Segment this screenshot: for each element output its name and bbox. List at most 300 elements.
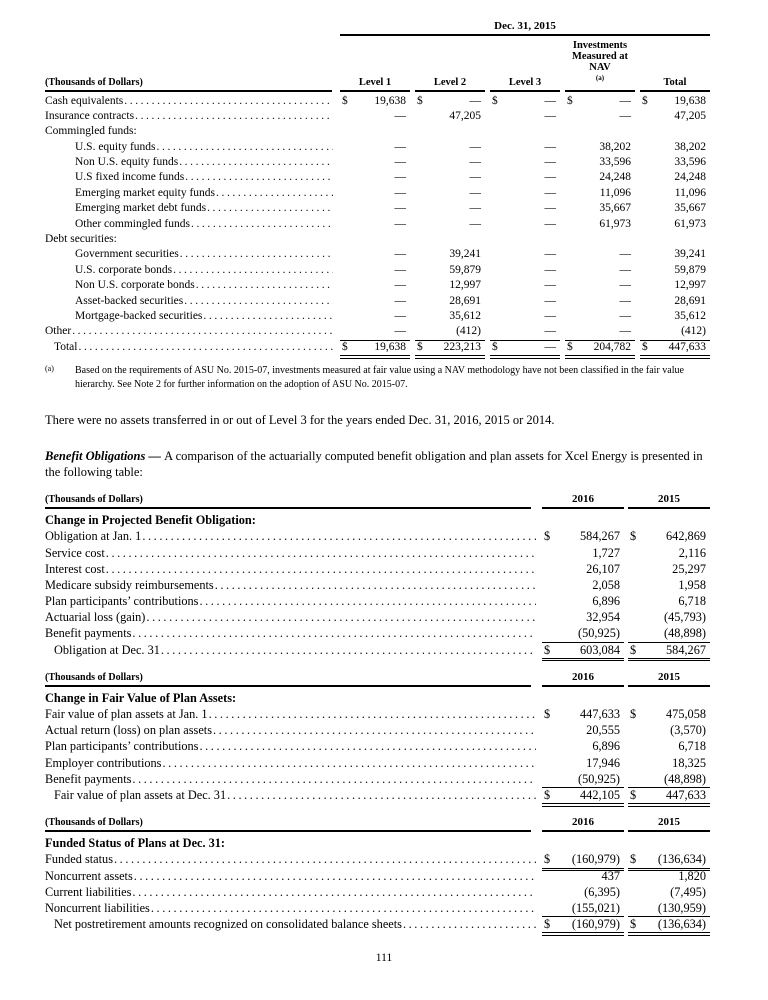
row-label: Fair value of plan assets at Jan. 1 xyxy=(45,707,208,722)
money-cell xyxy=(542,851,624,868)
table-row xyxy=(45,124,710,139)
amount: 19,638 xyxy=(374,94,406,107)
money-cell xyxy=(628,625,710,642)
amount: — xyxy=(619,309,631,322)
money-cell xyxy=(542,787,624,804)
money-cell xyxy=(542,706,624,722)
nav-header-line: Measured at xyxy=(571,51,629,62)
row-label: Debt securities: xyxy=(45,233,117,246)
amount: — xyxy=(544,263,556,276)
amount: — xyxy=(544,94,556,107)
row-label: Current liabilities xyxy=(45,884,132,899)
nav-header-line: Investments xyxy=(572,40,628,51)
currency-symbol: $ xyxy=(630,917,637,932)
money-cell xyxy=(340,309,410,324)
amount: (50,925) xyxy=(577,771,620,786)
amount: 59,879 xyxy=(449,263,481,276)
dot-leader xyxy=(151,900,536,916)
amount: 204,782 xyxy=(593,340,631,353)
amount: — xyxy=(619,279,631,292)
table-row xyxy=(45,140,710,155)
amount: (136,634) xyxy=(657,917,706,932)
amount: — xyxy=(619,294,631,307)
amount: 39,241 xyxy=(449,248,481,261)
amount: 19,638 xyxy=(374,340,406,353)
currency-symbol: $ xyxy=(642,340,648,353)
dot-leader xyxy=(180,247,333,262)
money-cell xyxy=(415,247,485,262)
row-label: Actuarial loss (gain) xyxy=(45,610,146,625)
amount: (3,570) xyxy=(670,723,706,738)
amount: — xyxy=(394,263,406,276)
amount: 442,105 xyxy=(580,787,620,802)
row-label: Plan participants’ contributions xyxy=(45,739,199,754)
amount: — xyxy=(544,309,556,322)
row-label: Interest cost xyxy=(45,561,105,576)
money-cell xyxy=(340,140,410,155)
money-cell xyxy=(415,94,485,109)
table-row xyxy=(45,577,710,593)
amount: (50,925) xyxy=(577,626,620,641)
money-cell xyxy=(490,140,560,155)
amount: (45,793) xyxy=(663,610,706,625)
dot-leader xyxy=(185,170,333,185)
money-cell xyxy=(490,278,560,293)
amount: 18,325 xyxy=(672,755,706,770)
money-cell xyxy=(490,263,560,278)
amount: — xyxy=(544,217,556,230)
paragraph-no-level3-transfers: There were no assets transferred in or out of Level 3 for the years ended Dec. 31, 2016, 2015 or 2014. xyxy=(45,413,555,428)
dot-leader xyxy=(173,263,333,278)
money-cell xyxy=(628,561,710,577)
dot-leader xyxy=(124,94,333,109)
amount: 24,248 xyxy=(674,171,706,184)
money-cell xyxy=(565,94,635,109)
money-cell xyxy=(542,545,624,561)
amount: (160,979) xyxy=(571,917,620,932)
currency-symbol: $ xyxy=(544,707,551,722)
amount: 38,202 xyxy=(599,140,631,153)
table-row xyxy=(45,593,710,609)
row-label: Emerging market equity funds xyxy=(75,186,215,199)
amount: 11,096 xyxy=(674,186,706,199)
money-cell xyxy=(640,294,710,309)
money-cell xyxy=(542,900,624,917)
money-cell xyxy=(640,309,710,324)
row-label: Actual return (loss) on plan assets xyxy=(45,723,212,738)
row-label: Total xyxy=(54,340,78,353)
amount: 603,084 xyxy=(580,642,620,657)
money-cell xyxy=(640,109,710,124)
table-row xyxy=(45,690,710,706)
dot-leader xyxy=(72,324,333,339)
units-label: (Thousands of Dollars) xyxy=(45,77,332,92)
money-cell xyxy=(415,324,485,340)
money-cell xyxy=(628,642,710,659)
footnote-text: Based on the requirements of ASU No. 2015-07, investments measured at fair value using a NAV methodology have not been classified in the fair value hierarchy. See Note 2 for further information on the adoption of ASU No. 2015-07. xyxy=(75,365,684,391)
amount: (6,395) xyxy=(584,884,620,899)
row-label: Noncurrent liabilities xyxy=(45,900,150,915)
table-row xyxy=(45,884,710,900)
table-row xyxy=(45,738,710,754)
column-header-2015: 2015 xyxy=(628,493,710,509)
currency-symbol: $ xyxy=(417,94,423,107)
money-cell xyxy=(340,324,410,340)
amount: 1,727 xyxy=(592,545,620,560)
amount: — xyxy=(394,140,406,153)
amount: 12,997 xyxy=(674,279,706,292)
amount: 25,297 xyxy=(672,561,706,576)
money-cell xyxy=(340,263,410,278)
amount: 437 xyxy=(601,868,620,883)
money-cell xyxy=(628,528,710,544)
money-cell xyxy=(565,263,635,278)
currency-symbol: $ xyxy=(544,917,551,932)
amount: 33,596 xyxy=(674,156,706,169)
amount: (48,898) xyxy=(663,771,706,786)
money-cell xyxy=(490,309,560,324)
table-row xyxy=(45,201,710,216)
money-cell xyxy=(340,278,410,293)
fair-value-table-header xyxy=(45,40,710,92)
amount: — xyxy=(544,248,556,261)
amount: — xyxy=(469,217,481,230)
dot-leader xyxy=(196,278,333,293)
money-cell xyxy=(640,94,710,109)
table-row xyxy=(45,561,710,577)
money-cell xyxy=(640,201,710,216)
money-cell xyxy=(628,593,710,609)
table-row xyxy=(45,787,710,803)
money-cell xyxy=(490,109,560,124)
money-cell xyxy=(640,217,710,232)
dot-leader xyxy=(203,309,333,324)
table-row xyxy=(45,263,710,278)
table-row xyxy=(45,609,710,625)
money-cell xyxy=(490,155,560,170)
money-cell xyxy=(415,278,485,293)
table-row xyxy=(45,109,710,124)
amount: — xyxy=(394,202,406,215)
currency-symbol: $ xyxy=(492,340,498,353)
amount: 584,267 xyxy=(580,529,620,544)
row-label: Funded status xyxy=(45,852,113,867)
amount: 35,667 xyxy=(599,202,631,215)
amount: — xyxy=(394,248,406,261)
row-label: Insurance contracts xyxy=(45,109,135,122)
money-cell xyxy=(628,900,710,917)
money-cell xyxy=(640,247,710,262)
row-label: Noncurrent assets xyxy=(45,868,133,883)
dot-leader xyxy=(114,851,536,867)
amount: 475,058 xyxy=(666,707,706,722)
row-label: Non U.S. corporate bonds xyxy=(75,279,195,292)
amount: — xyxy=(544,325,556,338)
amount: (412) xyxy=(456,325,481,338)
amount: 6,718 xyxy=(678,594,706,609)
amount: — xyxy=(394,156,406,169)
money-cell xyxy=(565,186,635,201)
money-cell xyxy=(542,916,624,933)
currency-symbol: $ xyxy=(544,787,551,802)
money-cell xyxy=(415,294,485,309)
dot-leader xyxy=(78,340,333,355)
amount: — xyxy=(469,140,481,153)
amount: 6,896 xyxy=(592,594,620,609)
money-cell xyxy=(415,155,485,170)
amount: 26,107 xyxy=(586,561,620,576)
money-cell xyxy=(542,642,624,659)
money-cell xyxy=(490,217,560,232)
dot-leader xyxy=(207,201,333,216)
amount: 47,205 xyxy=(674,109,706,122)
amount: — xyxy=(544,340,556,353)
dot-leader xyxy=(135,109,333,124)
row-label: U.S. corporate bonds xyxy=(75,263,173,276)
currency-symbol: $ xyxy=(567,94,573,107)
currency-symbol: $ xyxy=(544,642,551,657)
dot-leader xyxy=(213,722,536,738)
money-cell xyxy=(628,738,710,754)
units-label: (Thousands of Dollars) xyxy=(45,494,531,509)
plan-assets-table-header xyxy=(45,671,710,687)
dot-leader xyxy=(132,625,536,641)
currency-symbol: $ xyxy=(342,340,348,353)
dot-leader xyxy=(146,609,536,625)
benefit-obligation-table-header xyxy=(45,493,710,509)
row-label: Obligation at Jan. 1 xyxy=(45,529,142,544)
amount: — xyxy=(394,217,406,230)
amount: 32,954 xyxy=(586,610,620,625)
benefit-obligation-table xyxy=(45,493,710,658)
row-label: Obligation at Dec. 31 xyxy=(54,642,160,657)
currency-symbol: $ xyxy=(630,787,637,802)
amount: — xyxy=(619,263,631,276)
row-label: Asset-backed securities xyxy=(75,294,184,307)
money-cell xyxy=(640,186,710,201)
money-cell xyxy=(340,94,410,109)
amount: — xyxy=(394,294,406,307)
funded-status-table-body xyxy=(45,835,710,932)
money-cell xyxy=(542,593,624,609)
amount: 447,633 xyxy=(580,707,620,722)
money-cell xyxy=(640,140,710,155)
dot-leader xyxy=(199,593,536,609)
amount: 35,612 xyxy=(674,309,706,322)
amount: 24,248 xyxy=(599,171,631,184)
amount: — xyxy=(619,94,631,107)
amount: — xyxy=(469,186,481,199)
plan-assets-table-body xyxy=(45,690,710,803)
table-row xyxy=(45,835,710,851)
amount: 33,596 xyxy=(599,156,631,169)
dot-leader xyxy=(157,140,334,155)
row-label: Government securities xyxy=(75,248,179,261)
benefit-obligations-lead: Benefit Obligations xyxy=(45,449,146,464)
footnote-marker: (a) xyxy=(595,74,605,82)
table-row xyxy=(45,309,710,324)
money-cell xyxy=(565,324,635,340)
money-cell xyxy=(340,186,410,201)
dot-leader xyxy=(184,294,333,309)
column-header-nav xyxy=(565,40,635,92)
amount: 447,633 xyxy=(666,787,706,802)
amount: — xyxy=(394,309,406,322)
dot-leader xyxy=(106,561,536,577)
dot-leader xyxy=(403,916,536,932)
amount: 6,896 xyxy=(592,739,620,754)
currency-symbol: $ xyxy=(630,642,637,657)
nav-header-line xyxy=(565,62,635,88)
currency-symbol: $ xyxy=(417,340,423,353)
column-header-2015: 2015 xyxy=(628,816,710,832)
nav-header-text: NAV xyxy=(589,62,611,73)
money-cell xyxy=(542,625,624,642)
money-cell xyxy=(340,247,410,262)
currency-symbol: $ xyxy=(630,529,637,544)
row-label: Service cost xyxy=(45,545,105,560)
table-row xyxy=(45,706,710,722)
amount: — xyxy=(394,279,406,292)
money-cell xyxy=(415,201,485,216)
amount: 11,096 xyxy=(599,186,631,199)
money-cell xyxy=(565,340,635,356)
footnote-marker: (a) xyxy=(45,364,54,374)
table-row xyxy=(45,186,710,201)
money-cell xyxy=(542,577,624,593)
fair-value-table xyxy=(45,20,710,355)
money-cell xyxy=(415,186,485,201)
money-cell xyxy=(640,340,710,356)
money-cell xyxy=(340,294,410,309)
row-label: Emerging market debt funds xyxy=(75,202,207,215)
money-cell xyxy=(628,851,710,868)
column-header-2015: 2015 xyxy=(628,671,710,687)
row-label: Fair value of plan assets at Dec. 31 xyxy=(54,787,227,802)
money-cell xyxy=(340,109,410,124)
dot-leader xyxy=(161,642,536,658)
money-cell xyxy=(640,278,710,293)
money-cell xyxy=(565,247,635,262)
fair-value-table-date-row xyxy=(45,20,710,36)
money-cell xyxy=(628,609,710,625)
dot-leader xyxy=(179,155,333,170)
table-row xyxy=(45,170,710,185)
amount: 19,638 xyxy=(674,94,706,107)
table-row xyxy=(45,247,710,262)
row-label: U.S. equity funds xyxy=(75,140,156,153)
amount: (7,495) xyxy=(670,884,706,899)
fair-value-table-body xyxy=(45,94,710,356)
units-label: (Thousands of Dollars) xyxy=(45,817,531,832)
amount: 38,202 xyxy=(674,140,706,153)
row-label: Benefit payments xyxy=(45,771,132,786)
row-label: Mortgage-backed securities xyxy=(75,309,203,322)
money-cell xyxy=(565,140,635,155)
table-row xyxy=(45,900,710,916)
money-cell xyxy=(628,722,710,738)
funded-status-table-header xyxy=(45,816,710,832)
amount: — xyxy=(469,156,481,169)
paragraph-benefit-obligations xyxy=(45,448,710,480)
money-cell xyxy=(628,755,710,771)
currency-symbol: $ xyxy=(492,94,498,107)
column-header-2016: 2016 xyxy=(542,816,624,832)
dot-leader xyxy=(134,868,536,884)
money-cell xyxy=(565,170,635,185)
table-row xyxy=(45,217,710,232)
dot-leader xyxy=(215,577,536,593)
currency-symbol: $ xyxy=(630,707,637,722)
benefit-obligations-text: A comparison of the actuarially computed benefit obligation and plan assets for Xcel Energy is presented in the following table: xyxy=(45,449,703,480)
row-label: Benefit payments xyxy=(45,626,132,641)
amount: — xyxy=(619,248,631,261)
page-number: 111 xyxy=(375,952,393,964)
amount: 2,058 xyxy=(592,577,620,592)
amount: — xyxy=(544,186,556,199)
dot-leader xyxy=(199,738,536,754)
money-cell xyxy=(340,155,410,170)
amount: — xyxy=(544,202,556,215)
money-cell xyxy=(415,217,485,232)
amount: (136,634) xyxy=(657,852,706,867)
amount: 59,879 xyxy=(674,263,706,276)
money-cell xyxy=(542,528,624,544)
currency-symbol: $ xyxy=(342,94,348,107)
dot-leader xyxy=(106,545,536,561)
amount: 1,958 xyxy=(678,577,706,592)
money-cell xyxy=(565,201,635,216)
footnote xyxy=(45,364,710,392)
table-row xyxy=(45,94,710,109)
amount: — xyxy=(394,186,406,199)
currency-symbol: $ xyxy=(544,852,551,867)
amount: — xyxy=(619,325,631,338)
money-cell xyxy=(628,787,710,804)
row-label: Employer contributions xyxy=(45,755,162,770)
table-row xyxy=(45,155,710,170)
dot-leader xyxy=(132,771,536,787)
row-label: Change in Fair Value of Plan Assets: xyxy=(45,690,237,705)
table-date-header: Dec. 31, 2015 xyxy=(340,20,710,36)
money-cell xyxy=(340,217,410,232)
money-cell xyxy=(565,155,635,170)
money-cell xyxy=(628,545,710,561)
column-header-2016: 2016 xyxy=(542,493,624,509)
money-cell xyxy=(490,94,560,109)
amount: — xyxy=(619,109,631,122)
money-cell xyxy=(565,294,635,309)
money-cell xyxy=(542,561,624,577)
dot-leader xyxy=(191,217,333,232)
amount: — xyxy=(469,171,481,184)
amount: (130,959) xyxy=(657,900,706,915)
money-cell xyxy=(640,170,710,185)
amount: (48,898) xyxy=(663,626,706,641)
dot-leader xyxy=(216,186,333,201)
dot-leader xyxy=(227,787,536,803)
money-cell xyxy=(415,109,485,124)
money-cell xyxy=(628,916,710,933)
row-label: Commingled funds: xyxy=(45,125,137,138)
money-cell xyxy=(565,278,635,293)
money-cell xyxy=(628,884,710,900)
amount: 35,667 xyxy=(674,202,706,215)
money-cell xyxy=(490,324,560,340)
money-cell xyxy=(640,155,710,170)
amount: 28,691 xyxy=(449,294,481,307)
money-cell xyxy=(415,170,485,185)
